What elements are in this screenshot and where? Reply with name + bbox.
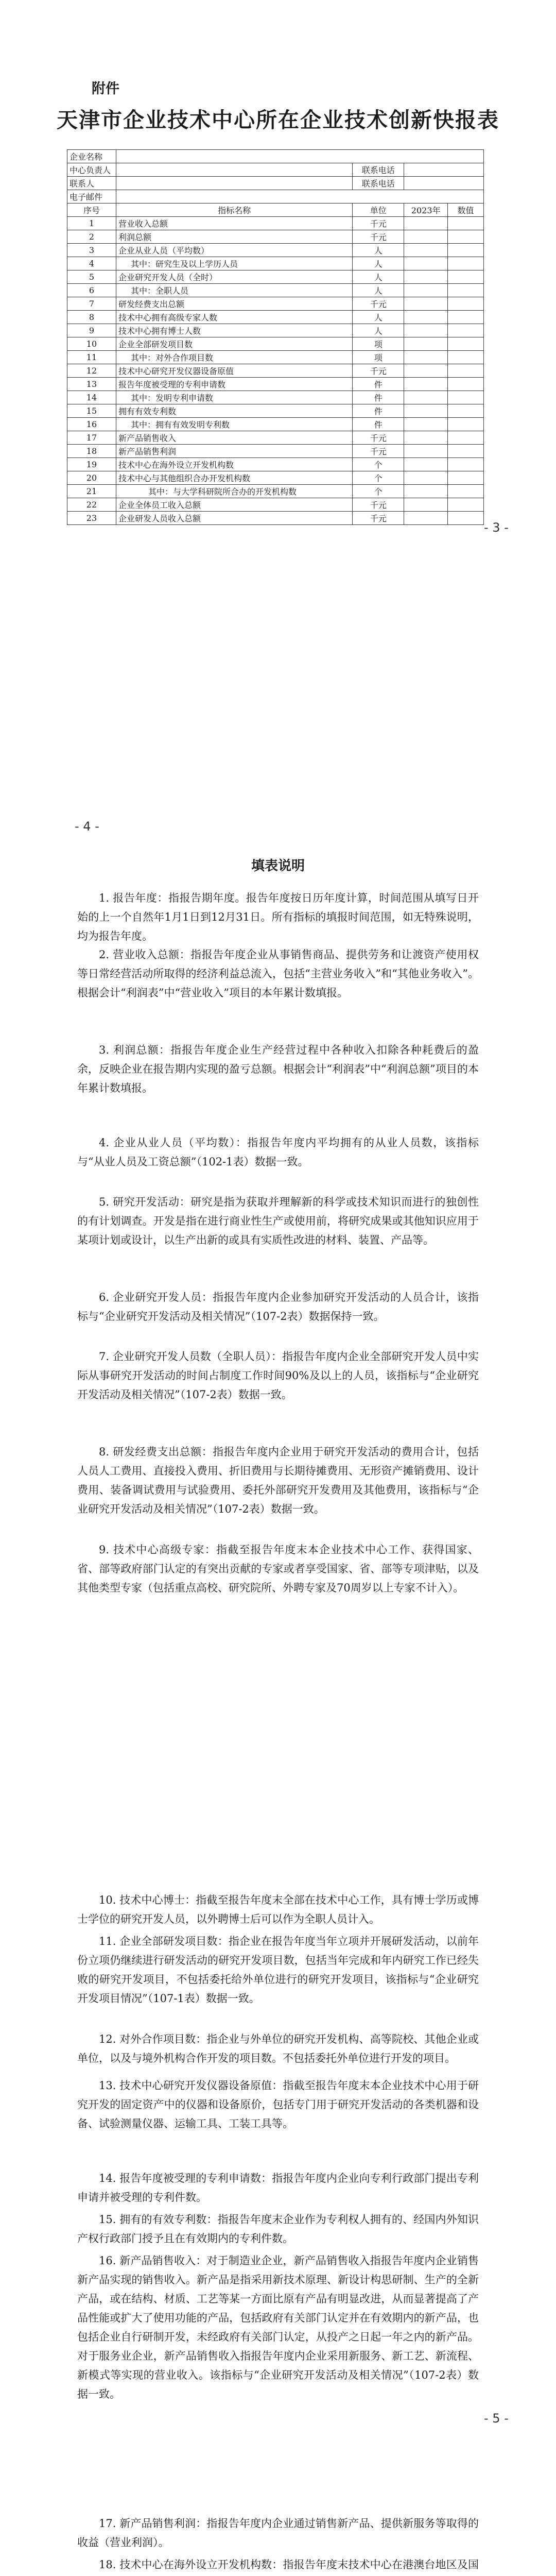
value-cell[interactable]	[448, 364, 484, 378]
indicator-name: 技术中心拥有高级专家人数	[116, 311, 352, 324]
instruction-paragraph: 17. 新产品销售利润：指报告年度内企业通过销售新产品、提供新服务等取得的收益（营业利润）。	[77, 2517, 479, 2549]
row-number: 9	[67, 324, 116, 337]
value-cell[interactable]	[448, 244, 484, 257]
contact-phone-label: 联系电话	[353, 177, 404, 190]
row-number: 5	[67, 270, 116, 284]
instruction-paragraph: 18. 技术中心在海外设立开发机构数：指报告年度末技术中心在港澳台地区及国	[99, 2558, 479, 2571]
indicator-name: 拥有有效专利数	[116, 404, 352, 418]
indicator-unit: 千元	[353, 230, 404, 244]
year-cell[interactable]	[404, 404, 448, 418]
year-cell[interactable]	[404, 471, 448, 485]
indicator-name: 其中：拥有有效发明专利数	[116, 418, 352, 431]
report-form-table	[67, 149, 484, 525]
value-cell[interactable]	[448, 270, 484, 284]
indicator-unit: 千元	[353, 498, 404, 512]
value-cell[interactable]	[448, 418, 484, 431]
page-instructions-1	[0, 788, 556, 1834]
page-instructions-2	[0, 1834, 556, 2473]
indicator-name: 技术中心与其他组织合办开发机构数	[116, 471, 352, 485]
indicator-unit: 人	[353, 270, 404, 284]
indicator-unit: 项	[353, 351, 404, 364]
indicator-unit: 千元	[353, 297, 404, 311]
indicator-unit: 人	[353, 284, 404, 297]
row-number: 18	[67, 445, 116, 458]
row-number: 15	[67, 404, 116, 418]
table-row	[67, 351, 484, 364]
indicator-unit: 人	[353, 311, 404, 324]
row-number: 11	[67, 351, 116, 364]
value-cell[interactable]	[448, 257, 484, 270]
table-row	[67, 244, 484, 257]
table-row	[67, 458, 484, 471]
row-number: 22	[67, 498, 116, 512]
indicator-unit: 千元	[353, 445, 404, 458]
year-cell[interactable]	[404, 512, 448, 525]
year-cell[interactable]	[404, 445, 448, 458]
year-cell[interactable]	[404, 391, 448, 404]
year-cell[interactable]	[404, 498, 448, 512]
table-row	[67, 284, 484, 297]
row-number: 13	[67, 378, 116, 391]
row-number: 4	[67, 257, 116, 270]
row-number: 17	[67, 431, 116, 445]
center-head-field[interactable]	[116, 163, 352, 177]
table-row	[67, 445, 484, 458]
year-cell[interactable]	[404, 244, 448, 257]
instruction-paragraph: 8. 研发经费支出总额：指报告年度内企业用于研究开发活动的费用合计，包括人员人工费用、直接投入费用、折旧费用与长期待摊费用、无形资产摊销费用、设计费用、装备调试费用与试验费用、委托外部研究开发费用及其他费用，该指标与“企业研究开发活动及相关情况”（107-2表）数据一致。	[77, 1446, 479, 1515]
value-cell[interactable]	[448, 512, 484, 525]
contact-label: 联系人	[67, 177, 116, 190]
row-number: 23	[67, 512, 116, 525]
indicator-name: 其中：对外合作项目数	[116, 351, 352, 364]
indicator-name: 技术中心拥有博士人数	[116, 324, 352, 337]
row-number: 7	[67, 297, 116, 311]
value-cell[interactable]	[448, 391, 484, 404]
indicator-unit: 件	[353, 378, 404, 391]
page-number: - 5 -	[484, 2411, 509, 2426]
year-cell[interactable]	[404, 270, 448, 284]
row-number: 6	[67, 284, 116, 297]
instruction-paragraph: 4. 企业从业人员（平均数）：指报告年度内平均拥有的从业人员数，该指标与“从业人员及工资总额”（102-1表）数据一致。	[77, 1137, 479, 1168]
year-cell[interactable]	[404, 364, 448, 378]
table-row	[67, 404, 484, 418]
row-number: 3	[67, 244, 116, 257]
instruction-paragraph: 14. 报告年度被受理的专利申请数：指报告年度内企业向专利行政部门提出专利申请并被受理的专利件数。	[77, 2172, 479, 2204]
indicator-name: 企业研发人员收入总额	[116, 512, 352, 525]
contact-field[interactable]	[116, 177, 352, 190]
value-cell[interactable]	[448, 337, 484, 351]
table-row	[67, 512, 484, 525]
instruction-paragraph: 2. 营业收入总额：指报告年度企业从事销售商品、提供劳务和让渡资产使用权等日常经营活动所取得的经济利益总流入，包括“主营业务收入”和“其他业务收入”。根据会计“利润表”中“营业收入”项目的本年累计数填报。	[77, 948, 479, 999]
instruction-paragraph: 6. 企业研究开发人员：指报告年度内企业参加研究开发活动的人员合计，该指标与“企业研究开发活动及相关情况”（107-2表）数据保持一致。	[77, 1291, 479, 1323]
indicator-unit: 千元	[353, 364, 404, 378]
year-cell[interactable]	[404, 311, 448, 324]
table-row	[67, 498, 484, 512]
col-header-no: 序号	[67, 204, 116, 217]
indicator-name: 新产品销售收入	[116, 431, 352, 445]
indicator-unit: 个	[353, 485, 404, 498]
value-cell[interactable]	[448, 445, 484, 458]
table-row	[67, 364, 484, 378]
value-cell[interactable]	[448, 284, 484, 297]
email-label: 电子邮件	[67, 190, 116, 204]
year-cell[interactable]	[404, 217, 448, 230]
indicator-unit: 件	[353, 404, 404, 418]
row-number: 19	[67, 458, 116, 471]
value-cell[interactable]	[448, 404, 484, 418]
row-number: 10	[67, 337, 116, 351]
indicator-name: 其中：研究生及以上学历人员	[116, 257, 352, 270]
row-number: 12	[67, 364, 116, 378]
indicator-unit: 人	[353, 244, 404, 257]
table-row	[67, 230, 484, 244]
instruction-paragraph: 9. 技术中心高级专家：指截至报告年度末本企业技术中心工作、获得国家、省、部等政府部门认定的有突出贡献的专家或者享受国家、省、部等专项津贴，以及其他类型专家（包括重点高校、研究院所、外聘专家及70周岁以上专家不计入）。	[77, 1544, 479, 1594]
instruction-paragraph: 13. 技术中心研究开发仪器设备原值：指截至报告年度末本企业技术中心用于研究开发的固定资产中的仪器和设备原价，包括专门用于研究开发活动的各类机器和设备、试验测量仪器、运输工具、工装工具等。	[77, 2079, 479, 2130]
company-name-label: 企业名称	[67, 150, 116, 163]
year-cell[interactable]	[404, 297, 448, 311]
phone-label: 联系电话	[353, 163, 404, 177]
company-name-field[interactable]	[116, 150, 483, 163]
table-row	[67, 378, 484, 391]
value-cell[interactable]	[448, 458, 484, 471]
year-cell[interactable]	[404, 485, 448, 498]
year-cell[interactable]	[404, 378, 448, 391]
table-row	[67, 337, 484, 351]
indicator-unit: 人	[353, 257, 404, 270]
instruction-paragraph: 11. 企业全部研发项目数：指企业在报告年度当年立项并开展研发活动，以前年份立项仍继续进行研发活动的研究开发项目数，包括当年完成和年内研究工作已经失败的研究开发项目，不包括委托给外单位进行的研究开发项目，该指标与“企业研究开发项目情况”（107-1表）数据一致。	[77, 1935, 479, 2005]
indicator-unit: 项	[353, 337, 404, 351]
table-row	[67, 471, 484, 485]
value-cell[interactable]	[448, 217, 484, 230]
page-number: - 3 -	[484, 520, 509, 535]
page-number: - 4 -	[75, 819, 99, 834]
indicator-unit: 件	[353, 391, 404, 404]
instruction-paragraph: 10. 技术中心博士：指截至报告年度末全部在技术中心工作，具有博士学历或博士学位的研究开发人员，以外聘博士后可以作为全职人员计入。	[77, 1894, 479, 1925]
instruction-paragraph: 15. 拥有的有效专利数：指报告年度末企业作为专利权人拥有的、经国内外知识产权行政部门授予且在有效期内的专利件数。	[77, 2213, 479, 2245]
indicator-unit: 千元	[353, 217, 404, 230]
indicator-name: 其中：与大学科研院所合办的开发机构数	[116, 485, 352, 498]
year-cell[interactable]	[404, 324, 448, 337]
value-cell[interactable]	[448, 297, 484, 311]
col-header-unit: 单位	[353, 204, 404, 217]
fill-instructions-title: 填表说明	[251, 858, 305, 874]
indicator-name: 企业全部研发项目数	[116, 337, 352, 351]
indicator-name: 企业全体员工收入总额	[116, 498, 352, 512]
table-row	[67, 418, 484, 431]
indicator-unit: 个	[353, 471, 404, 485]
row-number: 1	[67, 217, 116, 230]
indicator-unit: 人	[353, 324, 404, 337]
contact-phone-field[interactable]	[404, 177, 484, 190]
year-cell[interactable]	[404, 351, 448, 364]
value-cell[interactable]	[448, 498, 484, 512]
row-number: 14	[67, 391, 116, 404]
instruction-paragraph: 5. 研究开发活动：研究是指为获取并理解新的科学或技术知识而进行的独创性的有计划调查。开发是指在进行商业性生产或使用前，将研究成果或其他知识应用于某项计划或设计，以生产出新的或具有实质性改进的材料、装置、产品等。	[77, 1196, 479, 1246]
year-cell[interactable]	[404, 257, 448, 270]
row-number: 16	[67, 418, 116, 431]
indicator-name: 技术中心研究开发仪器设备原值	[116, 364, 352, 378]
annex-label: 附件	[92, 81, 119, 97]
table-row	[67, 485, 484, 498]
indicator-name: 企业研究开发人员（全时）	[116, 270, 352, 284]
col-header-value: 数值	[448, 204, 484, 217]
indicator-name: 新产品销售利润	[116, 445, 352, 458]
table-row	[67, 270, 484, 284]
value-cell[interactable]	[448, 230, 484, 244]
table-row	[67, 391, 484, 404]
indicator-name: 其中：发明专利申请数	[116, 391, 352, 404]
center-head-label: 中心负责人	[67, 163, 116, 177]
value-cell[interactable]	[448, 324, 484, 337]
value-cell[interactable]	[448, 351, 484, 364]
instruction-paragraph: 1. 报告年度：指报告期年度。报告年度按日历年度计算，时间范围从填写日开始的上一个自然年1月1日到12月31日。所有指标的填报时间范围，如无特殊说明，均为报告年度。	[77, 892, 479, 942]
indicator-name: 报告年度被受理的专利申请数	[116, 378, 352, 391]
instruction-paragraph: 16. 新产品销售收入：对于制造业企业，新产品销售收入指报告年度内企业销售新产品实现的销售收入。新产品是指采用新技术原理、新设计构思研制、生产的全新产品，或在结构、材质、工艺等某一方面比原有产品有明显改进，从而显著提高了产品性能或扩大了使用功能的产品，包括政府有关部门认定并在有效期内的新产品，也包括企业自行研制开发，未经政府有关部门认定，从投产之日起一年之内的新产品。对于服务业企业，新产品销售收入指报告年度内企业采用新服务、新工艺、新流程、新模式等实现的营业收入。该指标与“企业研究开发活动及相关情况”（107-2表）数据一致。	[77, 2255, 479, 2400]
indicator-name: 利润总额	[116, 230, 352, 244]
table-row	[67, 297, 484, 311]
indicator-unit: 千元	[353, 512, 404, 525]
year-cell[interactable]	[404, 418, 448, 431]
instruction-paragraph: 7. 企业研究开发人员数（全职人员）：指报告年度内企业全部研究开发人员中实际从事研究开发活动的时间占制度工作时间90%及以上的人员，该指标与“企业研究开发活动及相关情况”（107-2表）数据一致。	[77, 1350, 479, 1401]
year-cell[interactable]	[404, 458, 448, 471]
page-instructions-3	[0, 2473, 556, 2576]
col-header-indicator: 指标名称	[116, 204, 352, 217]
row-number: 2	[67, 230, 116, 244]
table-row	[67, 311, 484, 324]
indicator-unit: 件	[353, 418, 404, 431]
year-cell[interactable]	[404, 431, 448, 445]
indicator-name: 技术中心在海外设立开发机构数	[116, 458, 352, 471]
email-field[interactable]	[116, 190, 483, 204]
year-cell[interactable]	[404, 230, 448, 244]
value-cell[interactable]	[448, 485, 484, 498]
value-cell[interactable]	[448, 471, 484, 485]
year-cell[interactable]	[404, 337, 448, 351]
table-row	[67, 257, 484, 270]
year-cell[interactable]	[404, 284, 448, 297]
table-row	[67, 217, 484, 230]
page-form	[0, 0, 556, 788]
indicator-unit: 千元	[353, 431, 404, 445]
col-header-year: 2023年	[404, 204, 448, 217]
indicator-unit: 个	[353, 458, 404, 471]
table-row	[67, 324, 484, 337]
row-number: 20	[67, 471, 116, 485]
value-cell[interactable]	[448, 378, 484, 391]
value-cell[interactable]	[448, 311, 484, 324]
document-title: 天津市企业技术中心所在企业技术创新快报表	[57, 108, 499, 132]
value-cell[interactable]	[448, 431, 484, 445]
phone-field[interactable]	[404, 163, 484, 177]
instruction-paragraph: 3. 利润总额：指报告年度企业生产经营过程中各种收入扣除各种耗费后的盈余，反映企业在报告期内实现的盈亏总额。根据会计“利润表”中“利润总额”项目的本年累计数填报。	[77, 1044, 479, 1094]
indicator-name: 研发经费支出总额	[116, 297, 352, 311]
row-number: 8	[67, 311, 116, 324]
row-number: 21	[67, 485, 116, 498]
indicator-name: 企业从业人员（平均数）	[116, 244, 352, 257]
instruction-paragraph: 12. 对外合作项目数：指企业与外单位的研究开发机构、高等院校、其他企业或单位，以及与境外机构合作开发的项目数。不包括委托外单位进行开发的项目。	[77, 2033, 479, 2064]
indicator-name: 其中：全职人员	[116, 284, 352, 297]
table-row	[67, 431, 484, 445]
indicator-name: 营业收入总额	[116, 217, 352, 230]
